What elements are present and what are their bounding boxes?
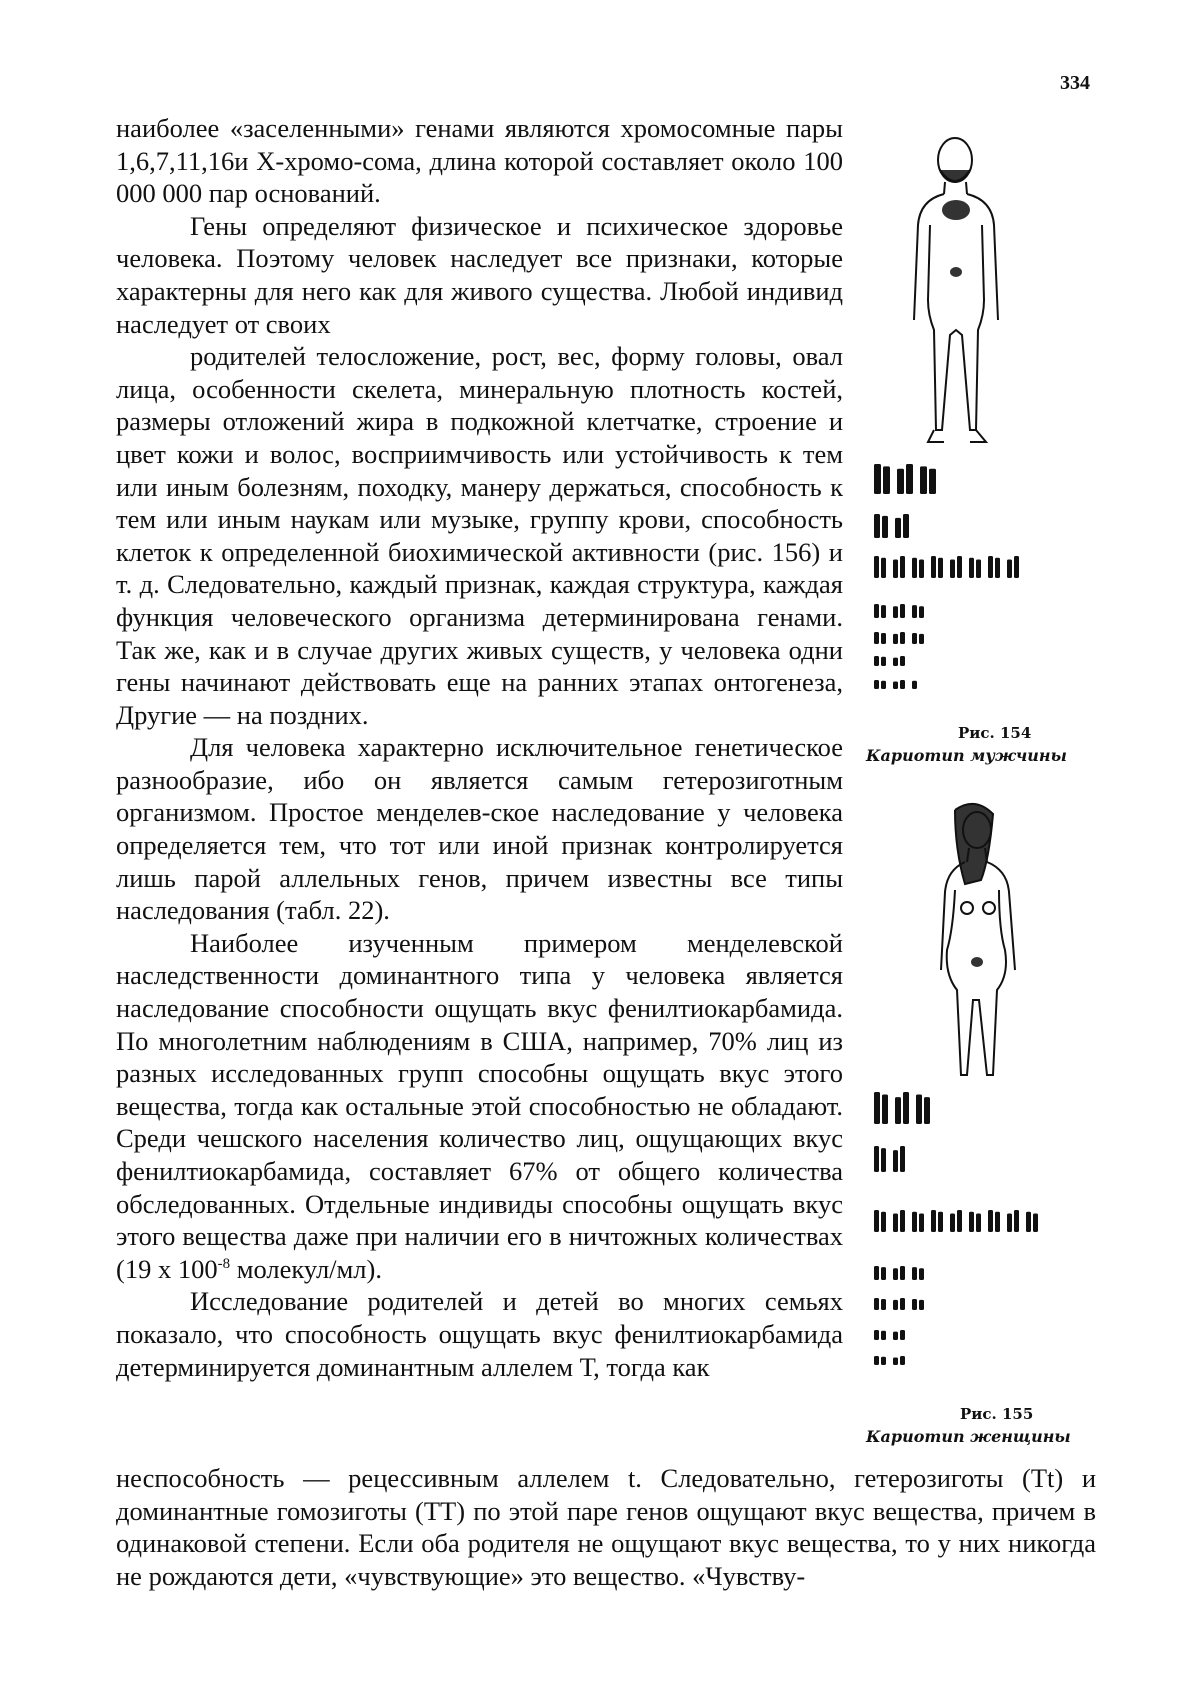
chromosome-mark [912, 605, 917, 618]
chromosome-mark [874, 1210, 879, 1232]
chromosome-mark [929, 469, 936, 494]
chromosome-mark [957, 556, 962, 578]
chromosome-mark [912, 1299, 917, 1310]
chromosome-mark [893, 606, 898, 618]
figure-154-number: Рис. 154 [958, 724, 1032, 742]
chromosome-mark [1014, 1210, 1019, 1232]
chromosome-mark [919, 560, 924, 578]
chromosome-mark [912, 1212, 917, 1232]
chromosome-mark [874, 1266, 879, 1280]
chromosome-mark [874, 1146, 879, 1172]
chromosome-mark [1007, 560, 1012, 578]
page-number: 334 [1060, 72, 1090, 94]
chromosome-mark [950, 1214, 955, 1232]
chromosome-mark [893, 1214, 898, 1232]
female-figure-illustration [925, 800, 1055, 1090]
chromosome-mark [1014, 556, 1019, 578]
chromosome-mark [874, 680, 879, 689]
exponent: -8 [217, 1255, 231, 1272]
chromosome-mark [900, 1266, 905, 1280]
chromosome-mark [912, 681, 917, 689]
chromosome-mark [874, 556, 879, 578]
chromosome-mark [995, 558, 1000, 578]
chromosome-mark [874, 1298, 879, 1310]
chromosome-mark [1033, 1214, 1038, 1232]
chromosome-mark [903, 1092, 909, 1124]
chromosome-mark [988, 1210, 993, 1232]
chromosome-mark [903, 514, 909, 538]
chromosome-mark [916, 1095, 922, 1124]
chromosome-mark [874, 632, 879, 644]
chromosome-mark [874, 604, 879, 618]
chromosome-mark [931, 556, 936, 578]
chromosome-mark [882, 516, 888, 538]
chromosome-mark [874, 464, 881, 494]
figure-155-title: Кариотип женщины [866, 1427, 1071, 1446]
figure-155-number: Рис. 155 [960, 1405, 1034, 1423]
chromosome-mark [874, 514, 880, 538]
main-text-column [116, 112, 843, 1383]
paragraph: наиболее «заселенными» генами являются хромосомные пары 1,6,7,11,16и X-хромо-сома, длина которой составляет около 100 000 000 пар оснований. [116, 113, 843, 209]
chromosome-mark [881, 657, 886, 666]
chromosome-mark [912, 558, 917, 578]
chromosome-mark [900, 1146, 905, 1172]
chromosome-mark [924, 1097, 930, 1124]
chromosome-mark [976, 1214, 981, 1232]
chromosome-mark [881, 1212, 886, 1232]
paragraph: Исследование родителей и детей во многих семьях показало, что способность ощущать вкус фенилтиокарбамида детерминируется доминантным аллелем Т, тогда как [116, 1286, 843, 1382]
chromosome-mark [906, 464, 913, 494]
chromosome-mark [881, 1299, 886, 1310]
figure-154-title: Кариотип мужчины [866, 746, 1067, 765]
chromosome-mark [881, 1357, 886, 1365]
chromosome-mark [938, 1212, 943, 1232]
chromosome-mark [950, 560, 955, 578]
chromosome-mark [881, 605, 886, 618]
chromosome-mark [893, 658, 898, 666]
paragraph: Гены определяют физическое и психическое здоровье человека. Поэтому человек наследует все признаки, которые характерны для него как для живого существа. Любой индивид наследует от своих [116, 210, 843, 339]
chromosome-mark [912, 633, 917, 644]
chromosome-mark [900, 1330, 905, 1340]
chromosome-mark [874, 1092, 880, 1124]
chromosome-mark [900, 680, 905, 689]
paragraph: родителей телосложение, рост, вес, форму головы, овал лица, особенности скелета, минеральную плотность костей, размеры отложений жира в подкожной клетчатке, строение и цвет кожи и волос, восприимчивость или устойчивость к тем или иным болезням, походку, манеру держаться, способность к тем или иным наукам или музыке, группу крови, способность клеток к определенной биохимической активности (рис. 156) и т. д. Следовательно, каждый признак, каждая структура, каждая функция человеческого организма детерминирована генами. Так же, как и в случае других живых существ, у человека одни гены начинают действовать еще на ранних этапах онтогенеза, Другие — на поздних. [116, 341, 843, 730]
chromosome-mark [919, 606, 924, 618]
male-karyotype [870, 456, 1100, 706]
chromosome-mark [919, 634, 924, 644]
chromosome-mark [893, 1357, 898, 1365]
chromosome-mark [912, 1267, 917, 1280]
chromosome-mark [881, 633, 886, 644]
chromosome-mark [882, 1095, 888, 1124]
chromosome-mark [895, 1097, 901, 1124]
chromosome-mark [874, 1356, 879, 1365]
chromosome-mark [893, 634, 898, 644]
chromosome-mark [881, 1148, 886, 1172]
chromosome-mark [900, 1298, 905, 1310]
chromosome-mark [995, 1212, 1000, 1232]
chromosome-mark [897, 469, 904, 494]
chromosome-mark [1026, 1212, 1031, 1232]
chromosome-mark [893, 1268, 898, 1280]
chromosome-mark [893, 1332, 898, 1340]
chromosome-mark [893, 681, 898, 689]
chromosome-mark [920, 466, 927, 494]
chromosome-mark [881, 681, 886, 689]
paragraph: неспособность — рецессивным аллелем t. Следовательно, гетерозиготы (Tt) и доминантные гомозиготы (ТТ) по этой паре генов ощущают вкус вещества, причем в одинаковой степени. Если оба родителя не ощущают вкус вещества, то у них никогда не рождаются дети, «чувствующие» это вещество. «Чувству- [116, 1463, 1096, 1591]
chromosome-mark [900, 556, 905, 578]
chromosome-mark [881, 1267, 886, 1280]
male-figure-illustration [900, 130, 1050, 450]
chromosome-mark [881, 1331, 886, 1340]
chromosome-mark [900, 1210, 905, 1232]
chromosome-mark [900, 604, 905, 618]
chromosome-mark [969, 558, 974, 578]
chromosome-mark [938, 558, 943, 578]
chromosome-mark [900, 1356, 905, 1365]
chromosome-mark [976, 560, 981, 578]
chromosome-mark [895, 518, 901, 538]
paragraph: Для человека характерно исключительное генетическое разнообразие, ибо он является самым гетерозиготным организмом. Простое менделев-ское наследование у человека определяется тем, что тот или иной признак контролируется лишь парой аллельных генов, причем известны все типы наследования (табл. 22). [116, 732, 843, 926]
paragraph [116, 927, 843, 1286]
chromosome-mark [919, 1268, 924, 1280]
chromosome-mark [874, 1330, 879, 1340]
chromosome-mark [883, 466, 890, 494]
chromosome-mark [957, 1210, 962, 1232]
chromosome-mark [1007, 1214, 1012, 1232]
chromosome-mark [893, 560, 898, 578]
chromosome-mark [919, 1300, 924, 1310]
chromosome-mark [931, 1210, 936, 1232]
chromosome-mark [874, 656, 879, 666]
chromosome-mark [893, 1150, 898, 1172]
female-karyotype [870, 1086, 1100, 1376]
chromosome-mark [919, 1214, 924, 1232]
chromosome-mark [969, 1212, 974, 1232]
chromosome-mark [881, 558, 886, 578]
paragraph-text-end: молекул/мл). [230, 1253, 382, 1284]
chromosome-mark [900, 656, 905, 666]
full-width-text [116, 1462, 1096, 1592]
chromosome-mark [893, 1300, 898, 1310]
paragraph-text: Наиболее изученным примером менделевской наследственности доминантного типа у человека является наследование способности ощущать вкус фенилтиокарбамида. По многолетним наблюдениям в США, например, 70% лиц из разных исследованных групп способны ощущать вкус этого вещества, тогда как остальные этой способностью не обладают. Среди чешского населения количество лиц, ощущающих вкус фенилтиокарбамида, составляет 67% от общего количества обследованных. Отдельные индивиды способны ощущать вкус этого вещества даже при наличии его в ничтожных количествах (19 x 100 [116, 927, 843, 1284]
chromosome-mark [988, 556, 993, 578]
chromosome-mark [900, 632, 905, 644]
